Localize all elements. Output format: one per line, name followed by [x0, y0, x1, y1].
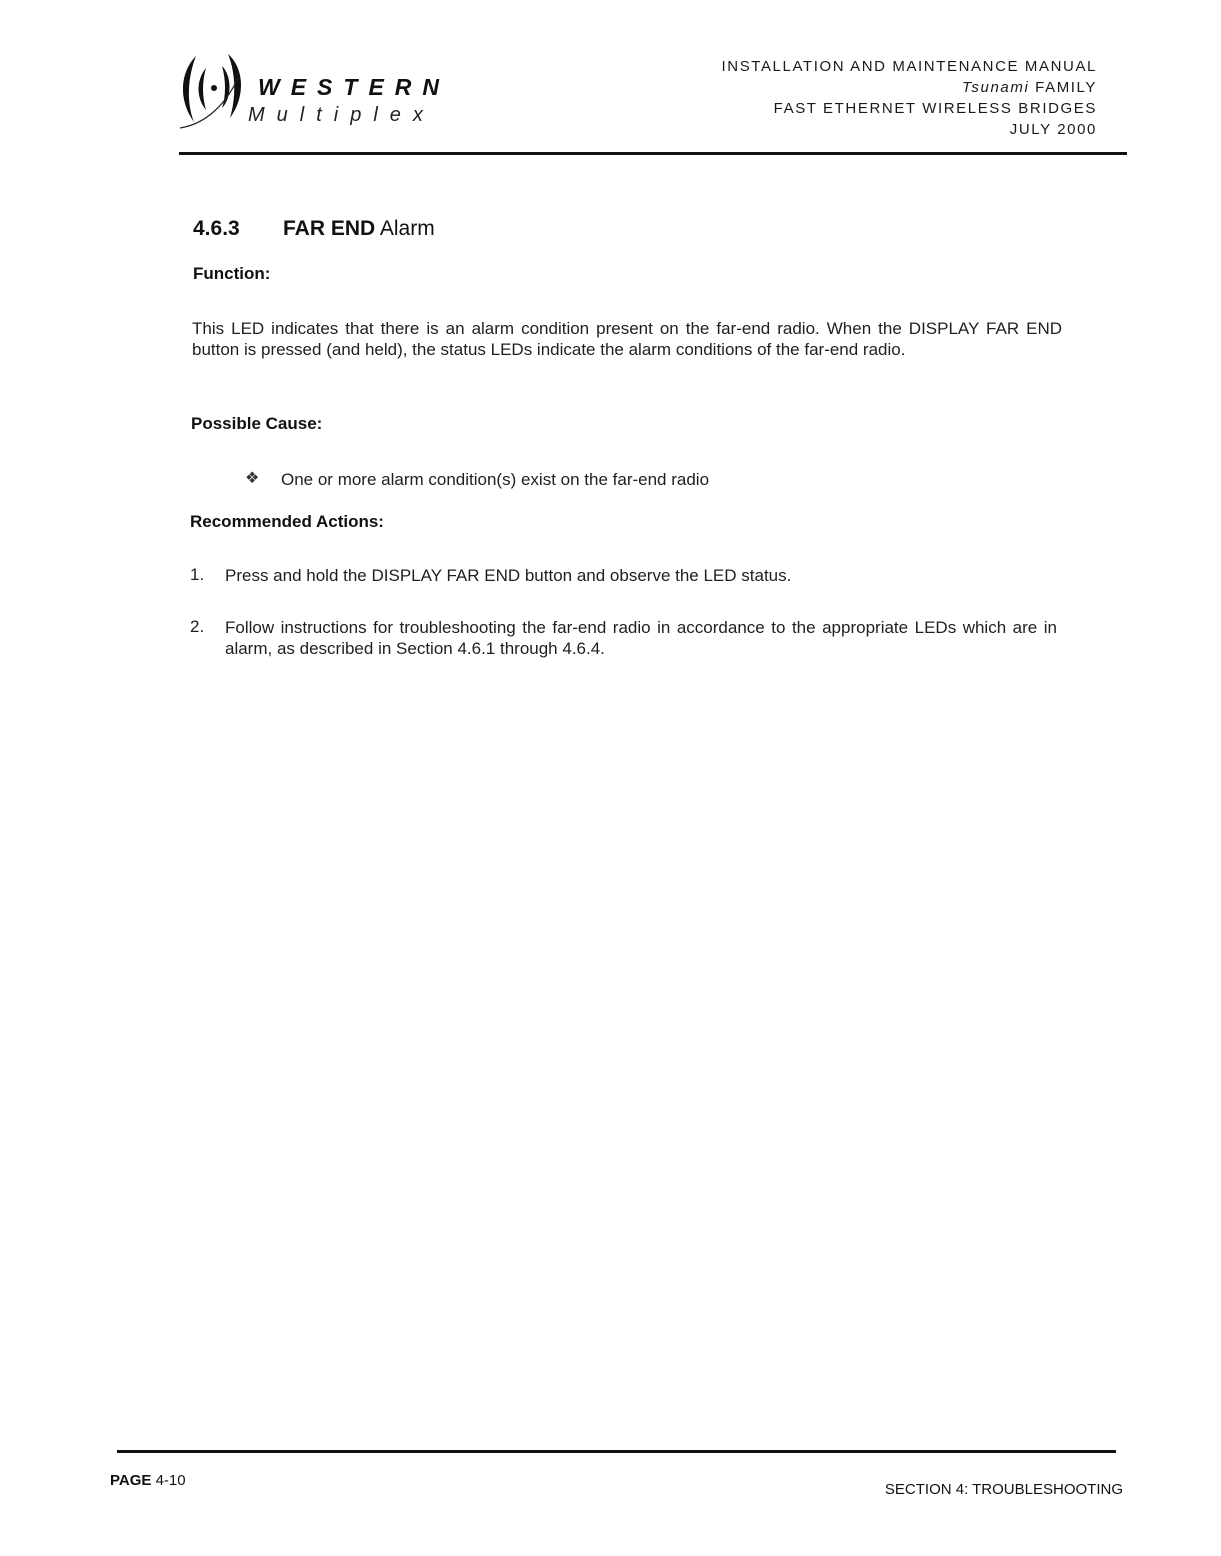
recommended-actions-heading: Recommended Actions:: [190, 512, 384, 531]
action-text: Press and hold the DISPLAY FAR END button and observe the LED status.: [225, 566, 792, 585]
action-text: Follow instructions for troubleshooting the far-end radio in accordance to the appropriate LEDs which are in alarm, as described in Section 4.6.1 through 4.6.4.: [225, 618, 1057, 658]
product-name: Tsunami: [962, 79, 1030, 96]
page-label: PAGE: [110, 1472, 152, 1489]
company-logo: [176, 44, 476, 134]
action-number: 2.: [190, 617, 205, 636]
product-family: [722, 77, 1098, 98]
section-title-bold: FAR END: [283, 217, 376, 240]
section-title: [283, 217, 435, 241]
action-number: 1.: [190, 565, 205, 584]
cause-item: One or more alarm condition(s) exist on the far-end radio: [281, 470, 710, 489]
section-number: 4.6.3: [193, 217, 240, 240]
product-line: FAST ETHERNET WIRELESS BRIDGES: [773, 100, 1097, 117]
logo-wordmark-multiplex: Multiplex: [248, 104, 435, 126]
function-text: This LED indicates that there is an alarm condition present on the far-end radio. When the DISPLAY FAR END button is pressed (and held), the status LEDs indicate the alarm conditions of the far-end radio.: [192, 319, 1062, 359]
footer-section: SECTION 4: TROUBLESHOOTING: [884, 1481, 1123, 1498]
logo-wordmark-western: WESTERN: [258, 74, 450, 100]
page-value: 4-10: [151, 1472, 186, 1489]
product-family-label: FAMILY: [1029, 79, 1097, 96]
footer-divider: [117, 1450, 1116, 1453]
bullet-diamond-icon: ❖: [245, 470, 260, 487]
manual-title: INSTALLATION AND MAINTENANCE MANUAL: [721, 58, 1097, 75]
page-number: [110, 1472, 186, 1489]
document-date: JULY 2000: [1009, 121, 1097, 138]
header-divider: [179, 152, 1127, 155]
possible-cause-heading: Possible Cause:: [191, 414, 323, 433]
document-header: [722, 56, 1098, 140]
function-heading: Function:: [193, 264, 271, 283]
section-title-rest: Alarm: [375, 217, 435, 240]
